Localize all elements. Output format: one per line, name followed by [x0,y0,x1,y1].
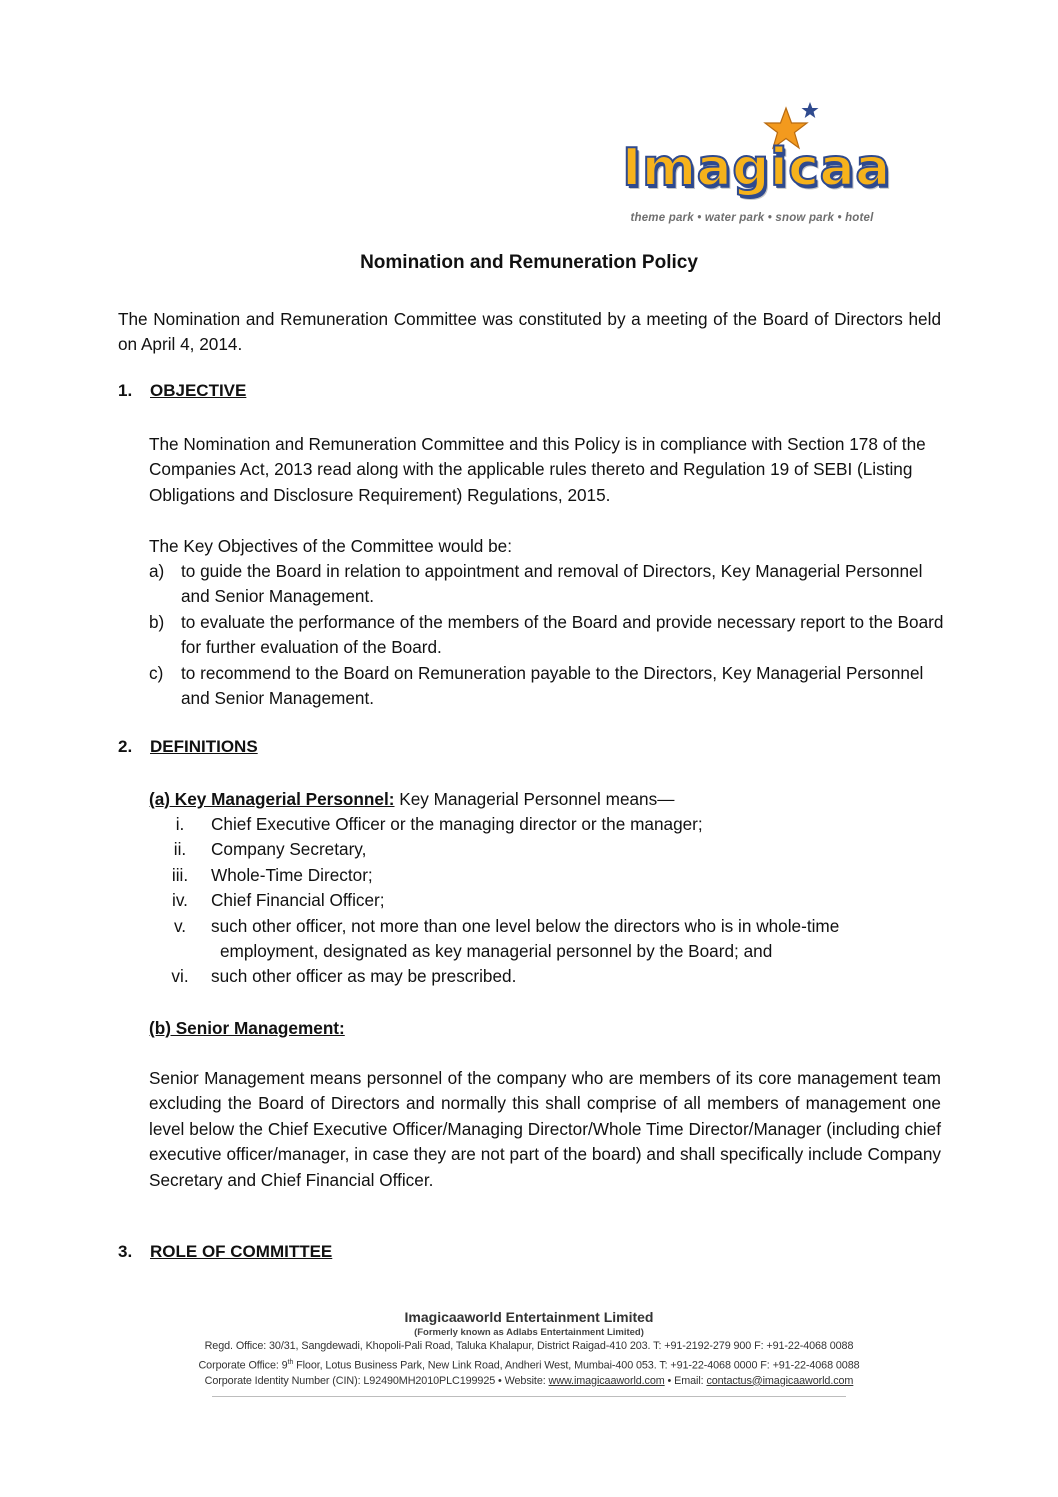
logo-wordmark: Imagicaa [622,138,891,198]
list-item [149,964,949,989]
objectives-list [149,559,949,711]
footer-corporate-office [0,1355,1058,1374]
list-item [149,610,949,661]
list-marker: i. [175,814,185,834]
website-link[interactable]: www.imagicaaworld.com [548,1374,665,1387]
objectives-list-intro: The Key Objectives of the Committee would be: [149,536,513,556]
section-heading-role [118,1242,332,1262]
list-item-text: such other officer as may be prescribed. [211,966,517,987]
section-number: 2. [118,737,133,756]
section-number: 1. [118,381,133,400]
section-heading-objective [118,381,246,401]
list-item [149,914,949,965]
list-item-line: employment, designated as key managerial personnel by the Board; and [220,941,773,962]
list-item-text: to recommend to the Board on Remuneration payable to the Directors, Key Managerial Personnel and Senior Management. [181,662,924,709]
page-footer [0,1308,1058,1389]
email-link[interactable]: contactus@imagicaaworld.com [706,1374,854,1387]
footer-cin-text: Corporate Identity Number (CIN): L92490MH2010PLC199925 • Website: [204,1374,549,1387]
senior-management-label: (b) Senior Management: [149,1018,345,1038]
list-item [149,888,949,913]
list-item-text [211,914,949,965]
list-marker: b) [149,611,165,632]
logo-tagline: theme park • water park • snow park • hotel [630,212,874,224]
footer-email-label: • Email: [664,1374,707,1387]
list-item-line: such other officer, not more than one level below the directors who is in whole-time [211,915,840,936]
section-title: OBJECTIVE [150,381,247,400]
kmp-label: (a) Key Managerial Personnel: [149,789,395,809]
footer-registered-office: Regd. Office: 30/31, Sangdewadi, Khopoli-Pali Road, Taluka Khalapur, District Raigad-410 203. T: +91-2192-279 900 F: +91-22-4068 0088 [204,1340,854,1352]
footer-corporate-text: Floor, Lotus Business Park, New Link Road, Andheri West, Mumbai-400 053. T: +91-22-4068 0000 F: +91-22-4068 0088 [293,1359,860,1372]
list-item [149,863,949,888]
footer-superscript: th [287,1358,294,1366]
list-item-text: to guide the Board in relation to appointment and removal of Directors, Key Managerial Personnel and Senior Management. [181,561,923,607]
list-item [149,837,949,862]
intro-paragraph: The Nomination and Remuneration Committee was constituted by a meeting of the Board of Directors held on April 4, 2014. [118,309,941,355]
list-marker: a) [149,561,165,581]
footer-cin [0,1374,1058,1390]
footer-corporate-text: Corporate Office: 9 [198,1359,288,1372]
footer-company-name: Imagicaaworld Entertainment Limited [404,1309,654,1325]
list-marker: iii. [171,864,189,885]
list-item [149,661,949,712]
list-item-text: Company Secretary, [211,839,367,860]
list-item-text: to evaluate the performance of the members of the Board and provide necessary report to the Board for further evaluation of the Board. [181,611,944,658]
section-title: DEFINITIONS [150,737,258,756]
objective-paragraph: The Nomination and Remuneration Committee and this Policy is in compliance with Section 178 of the Companies Act, 2013 read along with the applicable rules thereto and Regulation 19 of SEBI (Listing Obligations and Disclosure Requirement) Regulations, 2015. [149,434,926,505]
list-item-text: Chief Executive Officer or the managing director or the manager; [211,814,703,834]
kmp-text: Key Managerial Personnel means— [394,789,675,809]
imagicaa-logo [608,100,893,234]
list-item-text: Chief Financial Officer; [211,890,385,911]
list-marker: v. [173,915,187,936]
section-number: 3. [118,1242,133,1261]
list-marker: c) [149,662,164,683]
list-item [149,559,949,610]
kmp-list [149,812,949,990]
list-marker: vi. [171,966,189,987]
list-item-text: Whole-Time Director; [211,864,373,885]
footer-divider [212,1396,846,1397]
kmp-definition [149,787,944,812]
list-item [149,812,949,837]
section-title: ROLE OF COMMITTEE [150,1242,333,1261]
section-heading-definitions [118,737,258,757]
list-marker: ii. [173,839,187,860]
document-title: Nomination and Remuneration Policy [360,252,698,273]
list-marker: iv. [172,890,188,911]
senior-management-paragraph: Senior Management means personnel of the company who are members of its core management team excluding the Board of Directors and normally this shall comprise of all members of management one level below the Chief Executive Officer/Managing Director/Whole Time Director/Manager (including chief executive officer/manager, in case they are not part of the board) and shall specifically include Company Secretary and Chief Financial Officer. [149,1068,941,1190]
footer-formerly: (Formerly known as Adlabs Entertainment Limited) [414,1327,644,1338]
